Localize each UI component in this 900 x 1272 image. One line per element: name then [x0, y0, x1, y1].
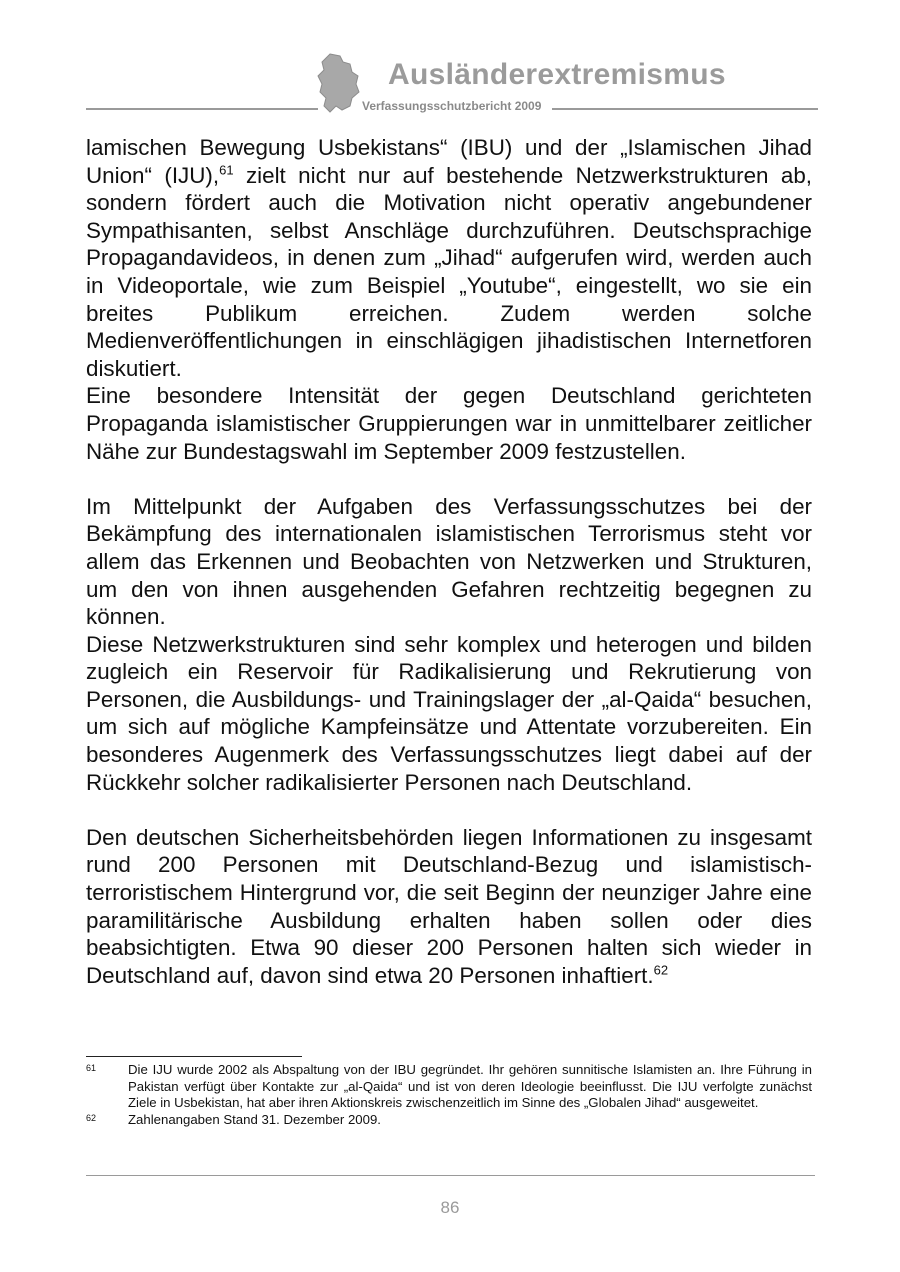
- main-text: [86, 134, 812, 989]
- saxony-anhalt-map-icon: [316, 52, 360, 114]
- footer-rule: [86, 1175, 815, 1176]
- paragraph-2: Eine besondere Intensität der gegen Deutschland gerichteten Propaganda islamistischer Gruppierungen war in unmittelbarer zeitlicher Nähe zur Bundestagswahl im September 2009 festzustellen.: [86, 383, 812, 464]
- page-number: 86: [440, 1198, 460, 1217]
- footnote-number: 62: [86, 1112, 97, 1123]
- footnote-ref-62: 62: [653, 962, 669, 978]
- footnote-text: Die IJU wurde 2002 als Abspaltung von der IBU gegründet. Ihr gehören sunnitische Islamisten an. Ihre Führung in Pakistan verfügt über Kontakte zur „al-Qaida“ und ist von deren Ideologie beeinflusst. Die IJU verfolgte zunächst Ziele in Usbekistan, hat aber ihren Aktionskreis zwischenzeitlich im Sinne des „Globalen Jihad“ ausgeweitet.: [128, 1062, 812, 1110]
- footnote-number: 61: [86, 1063, 97, 1073]
- paragraph-1-part-2: zielt nicht nur auf bestehende Netzwerkstrukturen ab, sondern fördert auch die Motivation nicht operativ angebundener Sympathisanten, selbst Anschläge durchzuführen. Deutschsprachige Propagandavideos, in denen zum „Jihad“ aufgerufen wird, werden auch in Videoportale, wie zum Beispiel „Youtube“, eingestellt, wo sie ein breites Publikum erreichen. Zudem werden solche Medienveröffentlichungen in einschlägigen jihadistischen Internetforen diskutiert.: [86, 162, 812, 381]
- footnotes: [86, 1062, 812, 1128]
- header-rule-left: [86, 108, 318, 110]
- paragraph-1-part-1: lamischen Bewegung Usbekistans“ (IBU) und der „Islamischen Jihad Union“ (IJU),: [86, 135, 812, 188]
- footnote-text: Zahlenangaben Stand 31. Dezember 2009.: [128, 1111, 381, 1127]
- paragraph-5: [86, 824, 812, 990]
- paragraph-4: Diese Netzwerkstrukturen sind sehr komplex und heterogen und bilden zugleich ein Reservoir für Radikalisierung und Rekrutierung von Personen, die Ausbildungs- und Trainingslager der „al-Qaida“ besuchen, um sich auf mögliche Kampfeinsätze und Attentate vorzubereiten. Ein besonderes Augenmerk des Verfassungsschutzes liegt dabei auf der Rückkehr solcher radikalisierter Personen nach Deutschland.: [86, 631, 812, 795]
- header-rule-right: [552, 108, 818, 110]
- footnote-62: [86, 1112, 812, 1129]
- header-subtitle: Verfassungsschutzbericht 2009: [362, 99, 542, 113]
- paragraph-1: [86, 134, 812, 382]
- paragraph-5-text: Den deutschen Sicherheitsbehörden liegen Informationen zu insgesamt rund 200 Personen mit Deutschland-Bezug und islamistisch-terroristischem Hintergrund vor, die seit Beginn der neunziger Jahre eine paramilitärische Ausbildung erhalten haben sollen oder dies beabsichtigten. Etwa 90 dieser 200 Personen halten sich wieder in Deutschland auf, davon sind etwa 20 Personen inhaftiert.: [86, 824, 812, 988]
- footnote-ref-61: 61: [219, 162, 234, 178]
- footnote-separator: [86, 1056, 302, 1057]
- paragraph-3: Im Mittelpunkt der Aufgaben des Verfassungsschutzes bei der Bekämpfung des internationalen islamistischen Terrorismus steht vor allem das Erkennen und Beobachten von Netzwerken und Strukturen, um den von ihnen ausgehenden Gefahren rechtzeitig begegnen zu können.: [86, 493, 812, 630]
- header-title: Ausländerextremismus: [388, 58, 726, 91]
- footnote-61: [86, 1062, 812, 1112]
